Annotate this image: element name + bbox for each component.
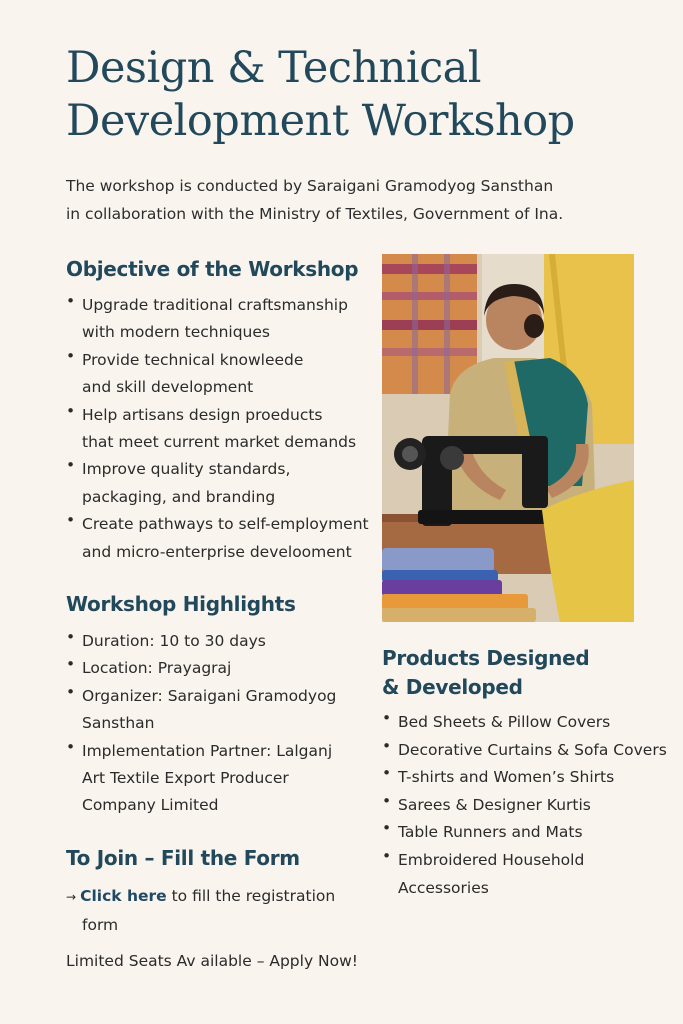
intro-line-2: in collaboration with the Ministry of Textiles, Government of Ina. (66, 205, 564, 223)
list-item: • Provide technical knowleede and skill development (66, 347, 376, 402)
list-item: • Organizer: Saraigani Gramodyog Sansthan (66, 683, 376, 738)
list-item: • Upgrade traditional craftsmanship with modern techniques (66, 292, 376, 347)
join-heading: To Join – Fill the Form (66, 846, 300, 870)
list-item: • Sarees & Designer Kurtis (382, 792, 678, 820)
workshop-photo (382, 254, 634, 622)
highlights-heading: Workshop Highlights (66, 592, 296, 616)
list-item: • Implementation Partner: Lalganj Art Textile Export Producer Company Limited (66, 738, 376, 820)
page-title-line-1: Design & Technical (66, 43, 482, 93)
join-text: to fill the registration (166, 887, 336, 905)
click-here-link[interactable]: Click here (80, 887, 167, 905)
list-item: • Duration: 10 to 30 days (66, 628, 376, 655)
products-heading-line-2: & Developed (382, 675, 523, 699)
products-heading (382, 644, 589, 702)
list-item: • Table Runners and Mats (382, 819, 678, 847)
list-item: • Help artisans design proeducts that meet current market demands (66, 402, 376, 457)
list-item: • T-shirts and Women’s Shirts (382, 764, 678, 792)
products-list (382, 709, 678, 902)
intro-line-1: The workshop is conducted by Saraigani Gramodyog Sansthan (66, 177, 554, 195)
highlights-list (66, 628, 376, 820)
intro-paragraph (66, 172, 626, 228)
objective-heading: Objective of the Workshop (66, 257, 359, 281)
products-heading-line-1: Products Designed (382, 646, 590, 670)
list-item: • Bed Sheets & Pillow Covers (382, 709, 678, 737)
list-item: • Improve quality standards, packaging, and branding (66, 456, 376, 511)
page-title-line-2: Development Workshop (66, 96, 575, 146)
arrow-right-icon: → (66, 890, 77, 904)
limited-seats-notice: Limited Seats Av ailable – Apply Now! (66, 952, 359, 970)
list-item: • Embroidered Household Accessories (382, 847, 678, 902)
page-title (66, 42, 666, 148)
list-item: • Create pathways to self-employment and micro-enterprise develooment (66, 511, 376, 566)
list-item: • Decorative Curtains & Sofa Covers (382, 737, 678, 765)
objective-list (66, 292, 376, 566)
list-item: • Location: Prayagraj (66, 655, 376, 682)
join-text-line-2: form (82, 916, 119, 934)
join-instruction (66, 882, 366, 939)
